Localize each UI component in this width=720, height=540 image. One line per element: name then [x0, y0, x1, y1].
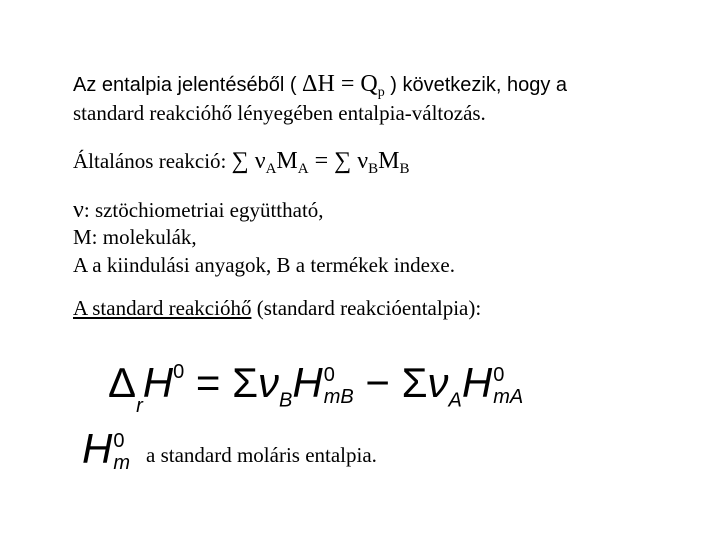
molar-enthalpy-text: a standard moláris entalpia.	[146, 443, 377, 467]
intro-line-2: standard reakcióhő lényegében entalpia-változás.	[73, 101, 486, 125]
formula-minus-sum: − Σ	[353, 359, 428, 406]
subscript-a2: A	[297, 161, 309, 178]
sum-nu-a: ∑ ν	[231, 148, 266, 174]
general-label: Általános reakció:	[73, 149, 232, 173]
intro-text-end: ) következik, hogy a	[384, 74, 567, 96]
formula-ss-a	[493, 364, 523, 408]
formula-ma: mA	[493, 385, 524, 408]
subscript-a1: A	[265, 161, 277, 178]
formula-nu-a: ν	[427, 359, 449, 406]
subscript-b2: B	[399, 161, 410, 178]
formula-h2: H	[292, 359, 323, 406]
formula-nu-b: ν	[258, 359, 280, 406]
formula-delta: Δ	[108, 359, 137, 406]
molar-m: m	[113, 451, 131, 474]
heading-underlined: A standard reakcióhő	[73, 296, 252, 320]
delta-h-qp: ΔH = Q	[302, 71, 378, 97]
formula-a: A	[448, 389, 462, 412]
formula-equals-sum: = Σ	[184, 359, 259, 406]
formula-zero3: 0	[493, 363, 505, 386]
molar-zero: 0	[113, 429, 125, 452]
formula-b: B	[279, 389, 293, 412]
molecule-m2: M	[378, 148, 400, 174]
def-ab: A a kiindulási anyagok, B a termékek indexe.	[73, 253, 455, 277]
general-reaction	[73, 148, 409, 182]
def-nu-text: : sztöchiometriai együttható,	[83, 198, 324, 222]
formula-h1: H	[142, 359, 174, 406]
formula-mb: mB	[323, 385, 354, 408]
def-nu	[73, 197, 324, 223]
equals-sum-nu: = ∑ ν	[308, 148, 369, 174]
formula-h3: H	[461, 359, 493, 406]
molar-ss	[113, 430, 130, 474]
def-m: M: molekulák,	[73, 225, 197, 249]
molecule-m1: M	[276, 148, 298, 174]
nu-symbol: ν	[73, 197, 84, 223]
formula-zero2: 0	[323, 363, 335, 386]
molar-enthalpy-symbol	[82, 425, 131, 474]
formula-r: r	[136, 395, 143, 418]
intro-text: Az entalpia jelentéséből (	[73, 74, 303, 96]
qp-subscript: p	[377, 85, 385, 101]
reaction-enthalpy-formula	[108, 355, 523, 421]
heading-rest: (standard reakcióentalpia):	[251, 296, 482, 320]
standard-heading	[73, 295, 481, 321]
molar-h: H	[82, 425, 113, 472]
subscript-b1: B	[368, 161, 379, 178]
formula-zero1: 0	[173, 361, 185, 383]
formula-ss-b	[324, 364, 354, 408]
